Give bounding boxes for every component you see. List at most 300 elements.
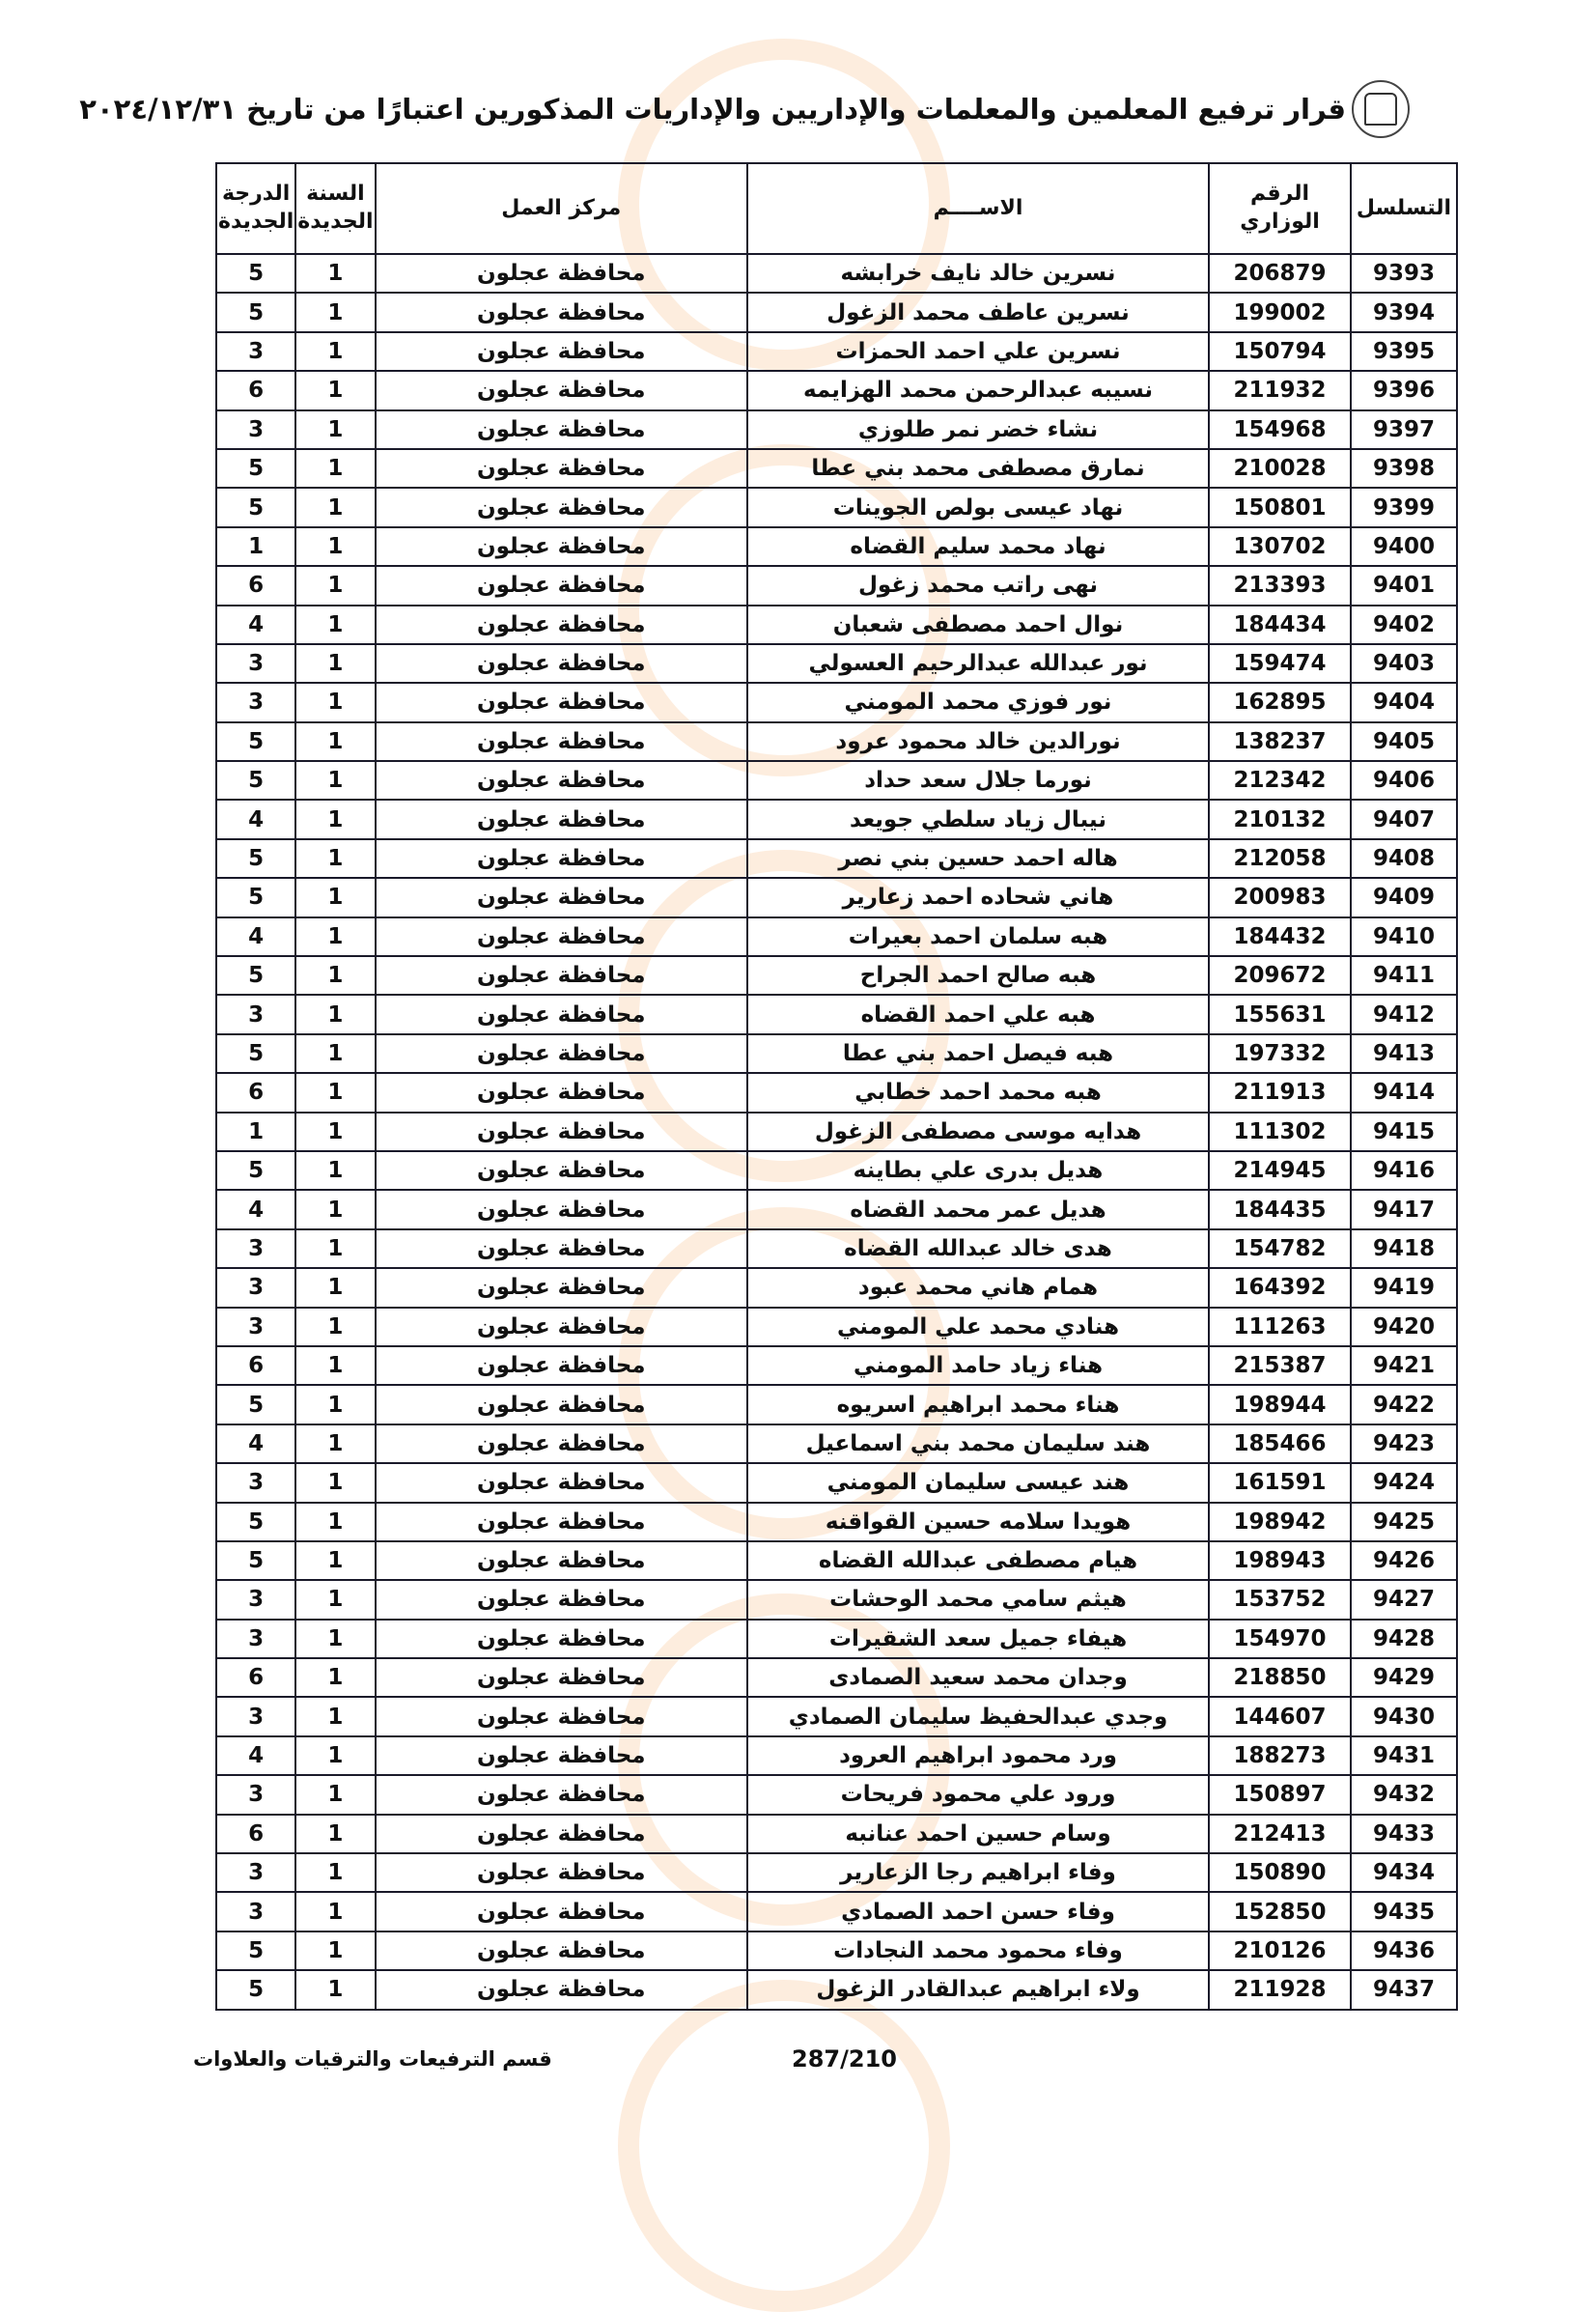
table-row [216,1620,1457,1658]
cell-name: هبه محمد احمد خطابي [747,1073,1209,1112]
cell-new-year: 1 [295,1268,375,1307]
cell-serial: 9400 [1351,527,1457,566]
cell-work-center: محافظة عجلون [376,839,748,878]
cell-name: نورما جلال سعد حداد [747,761,1209,800]
header-new-grade: الدرجة الجديدة [216,163,295,254]
cell-ministry-no: 200983 [1209,878,1351,916]
table-row [216,1580,1457,1619]
cell-work-center: محافظة عجلون [376,1931,748,1970]
table-row [216,917,1457,956]
cell-work-center: محافظة عجلون [376,800,748,838]
table-row [216,1113,1457,1151]
cell-ministry-no: 198944 [1209,1385,1351,1424]
cell-new-year: 1 [295,1346,375,1385]
cell-new-grade: 3 [216,410,295,449]
cell-serial: 9430 [1351,1697,1457,1735]
cell-name: هنادي محمد علي المومني [747,1308,1209,1346]
cell-new-year: 1 [295,1658,375,1697]
cell-name: نوال احمد مصطفى شعبان [747,606,1209,644]
table-row [216,410,1457,449]
cell-ministry-no: 154968 [1209,410,1351,449]
cell-new-year: 1 [295,956,375,995]
cell-ministry-no: 211928 [1209,1970,1351,2009]
cell-new-grade: 3 [216,1463,295,1502]
table-row [216,1229,1457,1268]
cell-serial: 9419 [1351,1268,1457,1307]
cell-name: نسيبه عبدالرحمن محمد الهزايمه [747,371,1209,409]
cell-name: نهى راتب محمد زغول [747,566,1209,605]
cell-new-grade: 5 [216,293,295,331]
cell-work-center: محافظة عجلون [376,1463,748,1502]
cell-new-grade: 6 [216,371,295,409]
cell-serial: 9427 [1351,1580,1457,1619]
cell-new-grade: 4 [216,917,295,956]
cell-ministry-no: 213393 [1209,566,1351,605]
table-row [216,1541,1457,1580]
cell-new-grade: 4 [216,1736,295,1775]
cell-work-center: محافظة عجلون [376,995,748,1033]
cell-serial: 9407 [1351,800,1457,838]
cell-name: هيفاء جميل سعد الشقيرات [747,1620,1209,1658]
cell-name: هدى خالد عبدالله القضاه [747,1229,1209,1268]
cell-work-center: محافظة عجلون [376,1229,748,1268]
cell-ministry-no: 161591 [1209,1463,1351,1502]
cell-ministry-no: 210126 [1209,1931,1351,1970]
cell-name: وفاء محمود محمد النجادات [747,1931,1209,1970]
cell-new-year: 1 [295,644,375,683]
cell-new-grade: 5 [216,761,295,800]
table-body [216,254,1457,2010]
cell-serial: 9413 [1351,1034,1457,1073]
cell-new-grade: 5 [216,254,295,293]
table-row [216,1853,1457,1892]
cell-new-year: 1 [295,1541,375,1580]
cell-new-grade: 5 [216,1034,295,1073]
table-row [216,1970,1457,2009]
table-row [216,1424,1457,1463]
cell-new-grade: 3 [216,1853,295,1892]
cell-ministry-no: 150794 [1209,332,1351,371]
table-row [216,683,1457,721]
cell-name: نيبال زياد سلطي جويعد [747,800,1209,838]
cell-new-grade: 5 [216,722,295,761]
table-row [216,293,1457,331]
cell-ministry-no: 211913 [1209,1073,1351,1112]
cell-name: وفاء حسن احمد الصمادي [747,1892,1209,1931]
table-row [216,1151,1457,1190]
cell-new-year: 1 [295,1503,375,1541]
document-title: قرار ترفيع المعلمين والمعلمات والإداريين والإداريات المذكورين اعتبارًا من تاريخ ٢٠٢٤/١٢/٣١ [79,93,1346,126]
cell-new-grade: 5 [216,839,295,878]
cell-serial: 9405 [1351,722,1457,761]
cell-new-year: 1 [295,1931,375,1970]
cell-ministry-no: 138237 [1209,722,1351,761]
cell-serial: 9434 [1351,1853,1457,1892]
table-row [216,644,1457,683]
cell-new-grade: 3 [216,1620,295,1658]
cell-serial: 9416 [1351,1151,1457,1190]
cell-ministry-no: 150890 [1209,1853,1351,1892]
cell-ministry-no: 152850 [1209,1892,1351,1931]
cell-work-center: محافظة عجلون [376,761,748,800]
cell-new-grade: 3 [216,1308,295,1346]
cell-new-grade: 1 [216,527,295,566]
cell-work-center: محافظة عجلون [376,1658,748,1697]
table-row [216,1931,1457,1970]
cell-ministry-no: 150801 [1209,488,1351,526]
cell-name: هبه سلمان احمد بعيرات [747,917,1209,956]
table-row [216,1503,1457,1541]
cell-new-year: 1 [295,878,375,916]
cell-work-center: محافظة عجلون [376,1503,748,1541]
cell-work-center: محافظة عجلون [376,683,748,721]
cell-new-grade: 6 [216,1815,295,1853]
cell-name: نسرين عاطف محمد الزغول [747,293,1209,331]
cell-work-center: محافظة عجلون [376,1775,748,1814]
table-row [216,800,1457,838]
cell-work-center: محافظة عجلون [376,1970,748,2009]
cell-serial: 9403 [1351,644,1457,683]
cell-ministry-no: 154782 [1209,1229,1351,1268]
cell-new-year: 1 [295,1073,375,1112]
cell-new-year: 1 [295,371,375,409]
cell-serial: 9433 [1351,1815,1457,1853]
table-row [216,488,1457,526]
cell-ministry-no: 184432 [1209,917,1351,956]
table-row [216,1268,1457,1307]
table-row [216,1034,1457,1073]
cell-ministry-no: 185466 [1209,1424,1351,1463]
cell-serial: 9422 [1351,1385,1457,1424]
cell-ministry-no: 212413 [1209,1815,1351,1853]
cell-serial: 9423 [1351,1424,1457,1463]
cell-work-center: محافظة عجلون [376,1853,748,1892]
cell-new-grade: 1 [216,1113,295,1151]
cell-name: هاني شحاده احمد زعارير [747,878,1209,916]
cell-serial: 9431 [1351,1736,1457,1775]
table-header-row [216,163,1457,254]
cell-serial: 9410 [1351,917,1457,956]
table-row [216,995,1457,1033]
cell-new-grade: 6 [216,1658,295,1697]
cell-serial: 9414 [1351,1073,1457,1112]
cell-ministry-no: 188273 [1209,1736,1351,1775]
cell-serial: 9408 [1351,839,1457,878]
cell-new-grade: 4 [216,606,295,644]
cell-serial: 9412 [1351,995,1457,1033]
cell-serial: 9402 [1351,606,1457,644]
cell-new-year: 1 [295,1229,375,1268]
cell-serial: 9435 [1351,1892,1457,1931]
cell-serial: 9401 [1351,566,1457,605]
cell-work-center: محافظة عجلون [376,1541,748,1580]
cell-new-year: 1 [295,1620,375,1658]
cell-ministry-no: 218850 [1209,1658,1351,1697]
cell-new-year: 1 [295,1034,375,1073]
cell-new-year: 1 [295,800,375,838]
cell-new-grade: 3 [216,644,295,683]
cell-serial: 9421 [1351,1346,1457,1385]
cell-work-center: محافظة عجلون [376,1385,748,1424]
cell-new-grade: 6 [216,566,295,605]
cell-work-center: محافظة عجلون [376,332,748,371]
cell-ministry-no: 184435 [1209,1190,1351,1228]
cell-new-grade: 3 [216,1697,295,1735]
cell-serial: 9424 [1351,1463,1457,1502]
cell-work-center: محافظة عجلون [376,1151,748,1190]
cell-new-year: 1 [295,254,375,293]
table-row [216,566,1457,605]
cell-ministry-no: 197332 [1209,1034,1351,1073]
cell-serial: 9396 [1351,371,1457,409]
cell-ministry-no: 159474 [1209,644,1351,683]
cell-name: هبه فيصل احمد بني عطا [747,1034,1209,1073]
cell-ministry-no: 215387 [1209,1346,1351,1385]
cell-new-year: 1 [295,1697,375,1735]
cell-serial: 9404 [1351,683,1457,721]
cell-name: نور عبدالله عبدالرحيم العسولي [747,644,1209,683]
cell-new-year: 1 [295,293,375,331]
cell-new-year: 1 [295,1815,375,1853]
table-row [216,1308,1457,1346]
cell-new-grade: 6 [216,1073,295,1112]
cell-work-center: محافظة عجلون [376,917,748,956]
document-header [79,75,1410,143]
cell-new-grade: 5 [216,1931,295,1970]
cell-serial: 9398 [1351,449,1457,488]
cell-name: نهاد محمد سليم القضاه [747,527,1209,566]
cell-ministry-no: 209672 [1209,956,1351,995]
cell-name: همام هاني محمد عبود [747,1268,1209,1307]
table-row [216,1815,1457,1853]
cell-name: هند عيسى سليمان المومني [747,1463,1209,1502]
cell-new-grade: 5 [216,1503,295,1541]
cell-serial: 9417 [1351,1190,1457,1228]
cell-new-year: 1 [295,1463,375,1502]
cell-serial: 9395 [1351,332,1457,371]
cell-ministry-no: 198942 [1209,1503,1351,1541]
header-new-year: السنة الجديدة [295,163,375,254]
cell-name: هناء زياد حامد المومني [747,1346,1209,1385]
promotion-table [215,162,1458,2011]
cell-new-year: 1 [295,332,375,371]
cell-new-year: 1 [295,839,375,878]
cell-name: ورود علي محمود فريحات [747,1775,1209,1814]
cell-new-year: 1 [295,527,375,566]
cell-name: هاله احمد حسين بني نصر [747,839,1209,878]
cell-work-center: محافظة عجلون [376,1190,748,1228]
header-ministry-no: الرقم الوزاري [1209,163,1351,254]
cell-work-center: محافظة عجلون [376,1034,748,1073]
cell-name: نشاء خضر نمر طلوزي [747,410,1209,449]
cell-serial: 9397 [1351,410,1457,449]
cell-name: هديل بدرى علي بطاينه [747,1151,1209,1190]
cell-serial: 9432 [1351,1775,1457,1814]
cell-new-year: 1 [295,917,375,956]
cell-ministry-no: 154970 [1209,1620,1351,1658]
cell-name: وفاء ابراهيم رجا الزعارير [747,1853,1209,1892]
cell-ministry-no: 130702 [1209,527,1351,566]
cell-work-center: محافظة عجلون [376,293,748,331]
cell-new-year: 1 [295,449,375,488]
cell-work-center: محافظة عجلون [376,1892,748,1931]
table-row [216,606,1457,644]
cell-name: وسام حسين احمد عنانبه [747,1815,1209,1853]
cell-ministry-no: 206879 [1209,254,1351,293]
cell-ministry-no: 111302 [1209,1113,1351,1151]
cell-work-center: محافظة عجلون [376,566,748,605]
cell-new-grade: 5 [216,878,295,916]
cell-new-year: 1 [295,1580,375,1619]
table-row [216,1190,1457,1228]
cell-new-year: 1 [295,995,375,1033]
cell-work-center: محافظة عجلون [376,1113,748,1151]
cell-ministry-no: 210132 [1209,800,1351,838]
cell-work-center: محافظة عجلون [376,1268,748,1307]
cell-ministry-no: 144607 [1209,1697,1351,1735]
cell-work-center: محافظة عجلون [376,410,748,449]
cell-work-center: محافظة عجلون [376,722,748,761]
cell-work-center: محافظة عجلون [376,1815,748,1853]
cell-work-center: محافظة عجلون [376,644,748,683]
cell-name: هبه صالح احمد الجراح [747,956,1209,995]
cell-new-year: 1 [295,1853,375,1892]
cell-ministry-no: 153752 [1209,1580,1351,1619]
cell-new-year: 1 [295,1424,375,1463]
cell-serial: 9418 [1351,1229,1457,1268]
cell-name: نهاد عيسى بولص الجوينات [747,488,1209,526]
cell-new-year: 1 [295,1308,375,1346]
table-row [216,1892,1457,1931]
cell-work-center: محافظة عجلون [376,527,748,566]
watermark-clock-logo [618,1980,950,2312]
cell-new-grade: 5 [216,1151,295,1190]
cell-serial: 9411 [1351,956,1457,995]
cell-work-center: محافظة عجلون [376,878,748,916]
cell-serial: 9415 [1351,1113,1457,1151]
cell-serial: 9394 [1351,293,1457,331]
cell-serial: 9429 [1351,1658,1457,1697]
cell-ministry-no: 111263 [1209,1308,1351,1346]
cell-serial: 9426 [1351,1541,1457,1580]
cell-ministry-no: 150897 [1209,1775,1351,1814]
cell-work-center: محافظة عجلون [376,371,748,409]
cell-name: وجدي عبدالحفيظ سليمان الصمادي [747,1697,1209,1735]
cell-new-grade: 4 [216,1424,295,1463]
cell-new-grade: 5 [216,956,295,995]
cell-name: نسرين خالد نايف خرابشه [747,254,1209,293]
cell-work-center: محافظة عجلون [376,254,748,293]
cell-new-grade: 3 [216,683,295,721]
cell-serial: 9425 [1351,1503,1457,1541]
table-row [216,1658,1457,1697]
cell-new-grade: 5 [216,1385,295,1424]
cell-work-center: محافظة عجلون [376,606,748,644]
cell-new-grade: 4 [216,800,295,838]
cell-name: هويدا سلامه حسين القواقنه [747,1503,1209,1541]
cell-serial: 9420 [1351,1308,1457,1346]
cell-name: هناء محمد ابراهيم اسريوه [747,1385,1209,1424]
cell-work-center: محافظة عجلون [376,1697,748,1735]
cell-new-year: 1 [295,722,375,761]
cell-serial: 9393 [1351,254,1457,293]
table-row [216,722,1457,761]
cell-new-grade: 3 [216,1892,295,1931]
cell-new-year: 1 [295,1892,375,1931]
cell-ministry-no: 199002 [1209,293,1351,331]
cell-ministry-no: 184434 [1209,606,1351,644]
cell-ministry-no: 214945 [1209,1151,1351,1190]
cell-new-year: 1 [295,1736,375,1775]
cell-new-year: 1 [295,1113,375,1151]
cell-new-grade: 5 [216,449,295,488]
cell-serial: 9399 [1351,488,1457,526]
cell-new-year: 1 [295,1775,375,1814]
cell-new-year: 1 [295,1190,375,1228]
cell-new-grade: 4 [216,1190,295,1228]
cell-new-year: 1 [295,1385,375,1424]
ministry-seal-icon [1352,80,1410,138]
department-name: قسم الترفيعات والترقيات والعلاوات [193,2047,552,2071]
cell-new-grade: 3 [216,995,295,1033]
cell-serial: 9437 [1351,1970,1457,2009]
cell-ministry-no: 164392 [1209,1268,1351,1307]
cell-work-center: محافظة عجلون [376,1424,748,1463]
table-row [216,839,1457,878]
cell-new-year: 1 [295,606,375,644]
table-row [216,1697,1457,1735]
table-row [216,1736,1457,1775]
cell-new-year: 1 [295,683,375,721]
table-row [216,527,1457,566]
table-row [216,332,1457,371]
cell-serial: 9436 [1351,1931,1457,1970]
cell-name: ورد محمود ابراهيم العرود [747,1736,1209,1775]
table-row [216,254,1457,293]
table-row [216,1073,1457,1112]
cell-work-center: محافظة عجلون [376,1736,748,1775]
cell-new-year: 1 [295,488,375,526]
cell-new-year: 1 [295,410,375,449]
cell-work-center: محافظة عجلون [376,1073,748,1112]
cell-work-center: محافظة عجلون [376,956,748,995]
cell-name: هديل عمر محمد القضاه [747,1190,1209,1228]
cell-name: هبه علي احمد القضاه [747,995,1209,1033]
table-row [216,1463,1457,1502]
table-row [216,371,1457,409]
cell-name: ولاء ابراهيم عبدالقادر الزغول [747,1970,1209,2009]
cell-work-center: محافظة عجلون [376,1308,748,1346]
cell-new-year: 1 [295,761,375,800]
cell-name: وجدان محمد سعيد الصمادى [747,1658,1209,1697]
cell-serial: 9428 [1351,1620,1457,1658]
cell-ministry-no: 212342 [1209,761,1351,800]
cell-serial: 9409 [1351,878,1457,916]
page-number: 287/210 [792,2045,897,2072]
cell-name: نور فوزي محمد المومني [747,683,1209,721]
cell-name: نمارق مصطفى محمد بني عطا [747,449,1209,488]
cell-work-center: محافظة عجلون [376,449,748,488]
cell-new-year: 1 [295,1970,375,2009]
cell-work-center: محافظة عجلون [376,488,748,526]
table-row [216,1346,1457,1385]
table-row [216,1385,1457,1424]
cell-ministry-no: 155631 [1209,995,1351,1033]
cell-ministry-no: 198943 [1209,1541,1351,1580]
table-row [216,956,1457,995]
table-row [216,1775,1457,1814]
cell-name: هيثم سامي محمد الوحشات [747,1580,1209,1619]
